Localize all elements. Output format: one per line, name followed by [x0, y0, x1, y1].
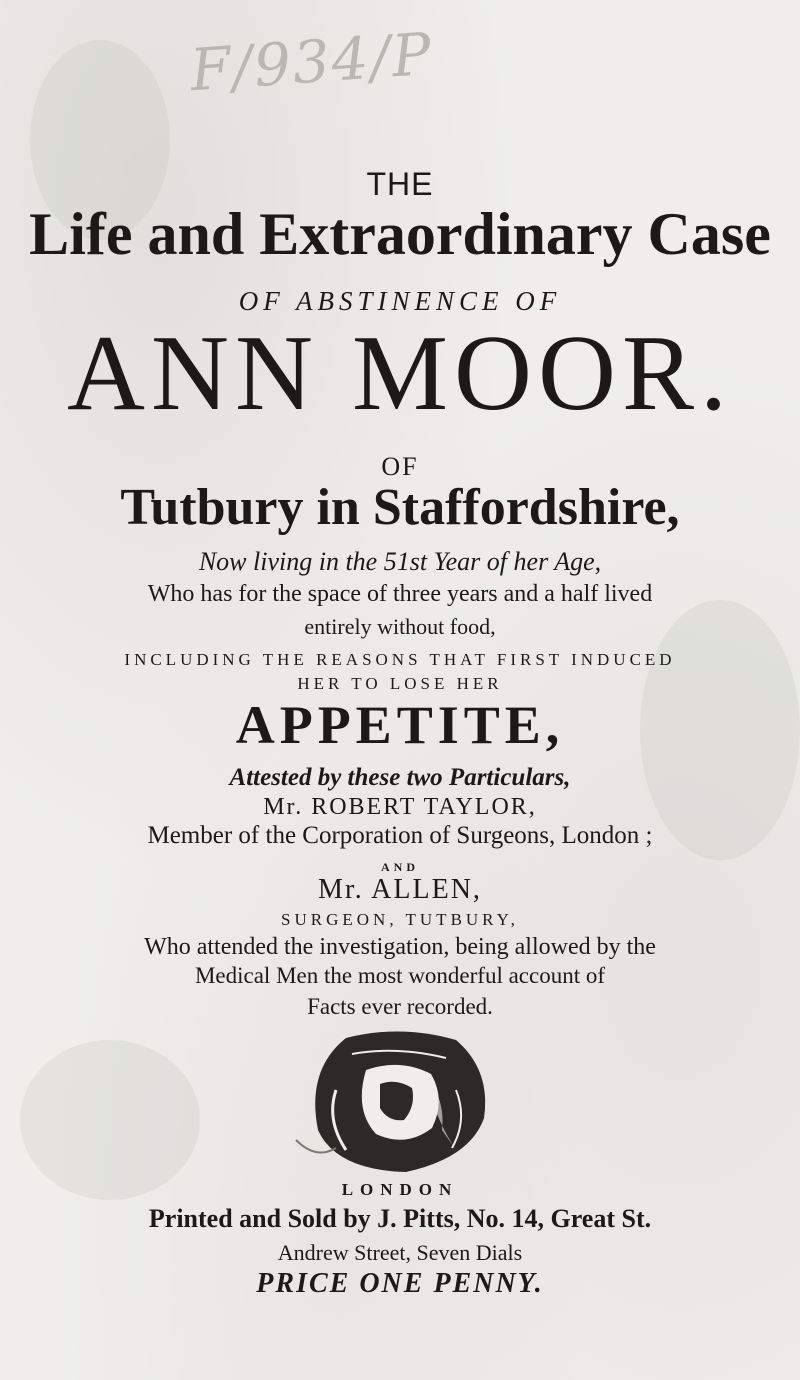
attested-line: Attested by these two Particulars, [229, 764, 571, 791]
imprint-city: LONDON [341, 1180, 459, 1199]
facts-line: Facts ever recorded. [307, 994, 493, 1019]
handwritten-catalogue-note: F/934/P [187, 19, 436, 105]
allen-affiliation: SURGEON, TUTBURY, [281, 910, 519, 929]
appetite-heading: APPETITE, [235, 695, 565, 755]
subject-name: ANN MOOR. [66, 314, 734, 433]
investigation-line: Who attended the investigation, being allowed by the [144, 934, 656, 960]
lose-line: HER TO LOSE HER [297, 674, 503, 693]
price-line: PRICE ONE PENNY. [256, 1268, 544, 1299]
title-the: THE [366, 166, 434, 202]
paper-stain [20, 1040, 200, 1200]
and-separator: AND [381, 860, 419, 874]
age-line: Now living in the 51st Year of her Age, [198, 547, 602, 576]
including-line: INCLUDING THE REASONS THAT FIRST INDUCED [124, 650, 676, 669]
imprint-printer: Printed and Sold by J. Pitts, No. 14, Great St. [148, 1204, 652, 1233]
medical-men-line: Medical Men the most wonderful account of [194, 963, 606, 988]
witness-taylor: Mr. ROBERT TAYLOR, [263, 794, 537, 820]
woodcut-ornament-image [256, 1030, 546, 1180]
subtitle-abstinence: OF ABSTINENCE OF [238, 286, 562, 316]
title-of: OF [381, 452, 419, 481]
witness-allen: Mr. ALLEN, [318, 874, 482, 905]
imprint-address: Andrew Street, Seven Dials [277, 1240, 523, 1265]
main-title: Life and Extraordinary Case [29, 201, 771, 267]
place-heading: Tutbury in Staffordshire, [120, 479, 680, 536]
without-food-line: entirely without food, [304, 614, 496, 639]
taylor-affiliation: Member of the Corporation of Surgeons, London ; [147, 822, 653, 849]
duration-line: Who has for the space of three years and a half lived [147, 581, 653, 607]
